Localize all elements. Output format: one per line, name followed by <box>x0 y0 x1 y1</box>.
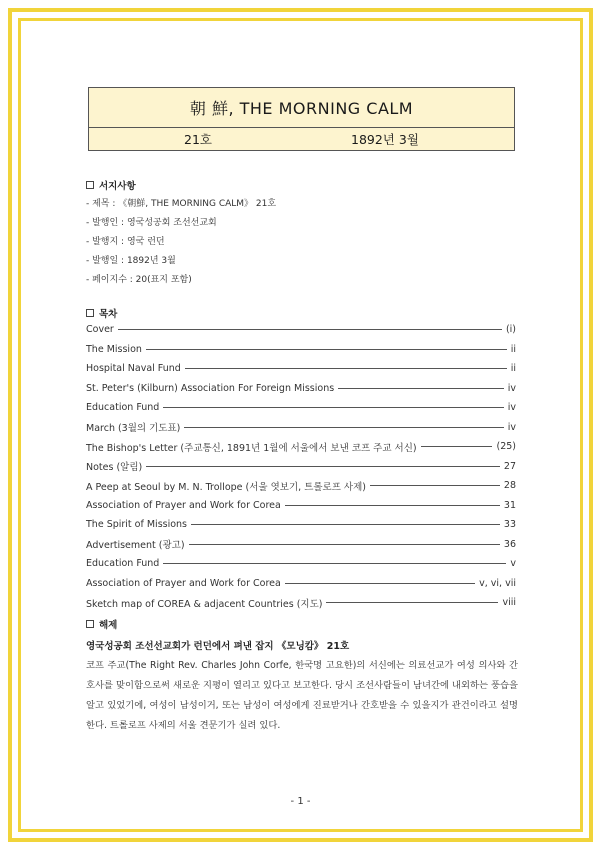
issue-date: 1892년 3월 <box>351 132 419 147</box>
bib-title-line: - 제목 : 《朝鮮, THE MORNING CALM》 21호 <box>86 199 277 209</box>
toc-entry: Association of Prayer and Work for Corea 31 <box>86 499 516 511</box>
table-of-contents <box>86 320 516 613</box>
commentary-heading: 해제 <box>86 617 117 631</box>
toc-entry: Association of Prayer and Work for Corea v, vi, vii <box>86 577 516 589</box>
toc-entry: St. Peter's (Kilburn) Association For Foreign Missions iv <box>86 382 516 394</box>
title-box <box>88 87 515 151</box>
issue-row <box>89 128 514 150</box>
toc-entry: The Mission ii <box>86 343 516 355</box>
bibliography-heading: 서지사항 <box>86 178 136 192</box>
bib-pages-line: - 페이지수 : 20(표지 포함) <box>86 275 192 285</box>
bib-place-line: - 발행지 : 영국 런던 <box>86 237 165 247</box>
toc-entry: The Bishop's Letter (주교통신, 1891년 1월에 서울에서 보낸 코프 주교 서신) (25) <box>86 441 516 454</box>
toc-entry: March (3월의 기도표) iv <box>86 421 516 435</box>
bib-date-line: - 발행일 : 1892년 3월 <box>86 256 176 266</box>
checkbox-square-icon <box>86 309 94 317</box>
toc-entry: Education Fund iv <box>86 402 516 414</box>
checkbox-square-icon <box>86 181 94 189</box>
page-number: - 1 - <box>290 796 311 807</box>
document-title: 朝 鮮, THE MORNING CALM <box>89 88 514 128</box>
toc-entry: The Spirit of Missions 33 <box>86 519 516 531</box>
commentary-body: 코프 주교(The Right Rev. Charles John Corfe, 한국명 고요한)의 서신에는 의료선교가 여성 의사와 간호사를 맞이함으로써 새로운 지평이 열리고 있다고 보고한다. 당시 조선사람들이 남녀간에 내외하는 풍습을 알고 있었기에, 여성이 남성이거, 또는 남성이 여성에게 진료받거나 간호받을 수 있을지가 관건이라고 설명한다. 트롤로프 사제의 서울 견문기가 실려 있다. <box>86 660 518 731</box>
commentary-title: 영국성공회 조선선교회가 런던에서 펴낸 잡지 《모닝캄》 21호 <box>86 641 350 652</box>
toc-entry: Advertisement (광고) 36 <box>86 538 516 552</box>
toc-heading: 목차 <box>86 306 117 320</box>
toc-entry: Hospital Naval Fund ii <box>86 363 516 375</box>
toc-entry: Cover (i) <box>86 324 516 336</box>
checkbox-square-icon <box>86 620 94 628</box>
toc-entry: A Peep at Seoul by M. N. Trollope (서울 엿보기, 트롤로프 사제) 28 <box>86 480 516 493</box>
toc-entry: Notes (알림) 27 <box>86 460 516 474</box>
bib-publisher-line: - 발행인 : 영국성공회 조선선교회 <box>86 218 217 228</box>
toc-entry: Education Fund v <box>86 558 516 570</box>
issue-number: 21호 <box>184 132 212 147</box>
toc-entry: Sketch map of COREA & adjacent Countries (지도) viii <box>86 597 516 610</box>
